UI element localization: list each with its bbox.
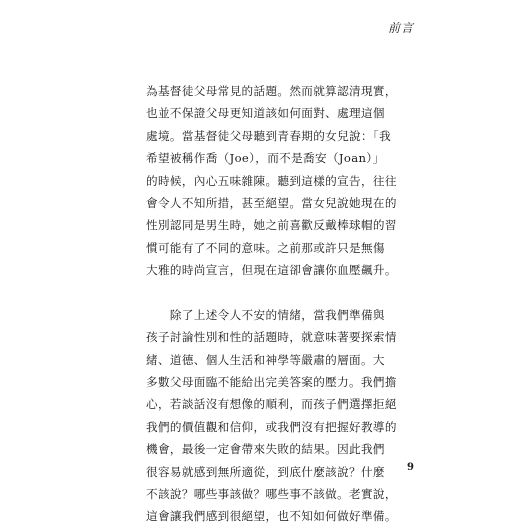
text-line: 希望被稱作喬（Joe），而不是喬安（Joan）」	[146, 151, 385, 166]
text-line: 多數父母面臨不能給出完美答案的壓力。我們擔	[146, 375, 397, 390]
paragraph-spacer	[146, 282, 384, 304]
text-line: 機會，最後一定會帶來失敗的結果。因此我們	[146, 442, 385, 457]
paragraph-1	[146, 80, 397, 282]
running-header: 前言	[387, 21, 414, 35]
text-line: 也並不保證父母更知道該如何面對、處理這個	[146, 106, 385, 121]
text-line: 為基督徒父母常見的話題。然而就算認清現實，	[146, 84, 397, 98]
body-text	[146, 80, 397, 528]
text-line: 很容易就感到無所適從，到底什麼該說？什麼	[146, 464, 385, 479]
text-line: 緒、道德、個人生活和神學等嚴肅的層面。大	[146, 352, 385, 367]
text-line: 這會讓我們感到很絕望，也不知如何做好準備。	[146, 509, 397, 524]
text-line: 孩子討論性別和性的話題時，就意味著要探索情	[146, 330, 397, 345]
text-line: 慣可能有了不同的意味。之前那或許只是無傷	[146, 240, 385, 255]
paragraph-2	[146, 304, 397, 528]
text-line: 除了上述令人不安的情緒，當我們準備與	[146, 307, 385, 322]
text-line: 的時候，內心五味雜陳。聽到這樣的宣告，往往	[146, 173, 397, 188]
text-line: 會令人不知所措，甚至絕望。當女兒說她現在的	[146, 195, 397, 210]
page-number: 9	[407, 462, 414, 473]
text-line: 心，若談話沒有想像的順利，而孩子們選擇拒絕	[146, 397, 397, 412]
text-line: 性別認同是男生時，她之前喜歡反戴棒球帽的習	[146, 218, 397, 233]
text-line: 不該說？哪些事該做？哪些事不該做。老實說，	[146, 487, 397, 502]
text-line: 我們的價值觀和信仰，或我們沒有把握好教導的	[146, 419, 397, 434]
text-line: 大雅的時尚宣言，但現在這卻會讓你血壓飆升。	[146, 263, 397, 278]
text-line: 處境。當基督徒父母聽到青春期的女兒說：「我	[146, 128, 392, 143]
